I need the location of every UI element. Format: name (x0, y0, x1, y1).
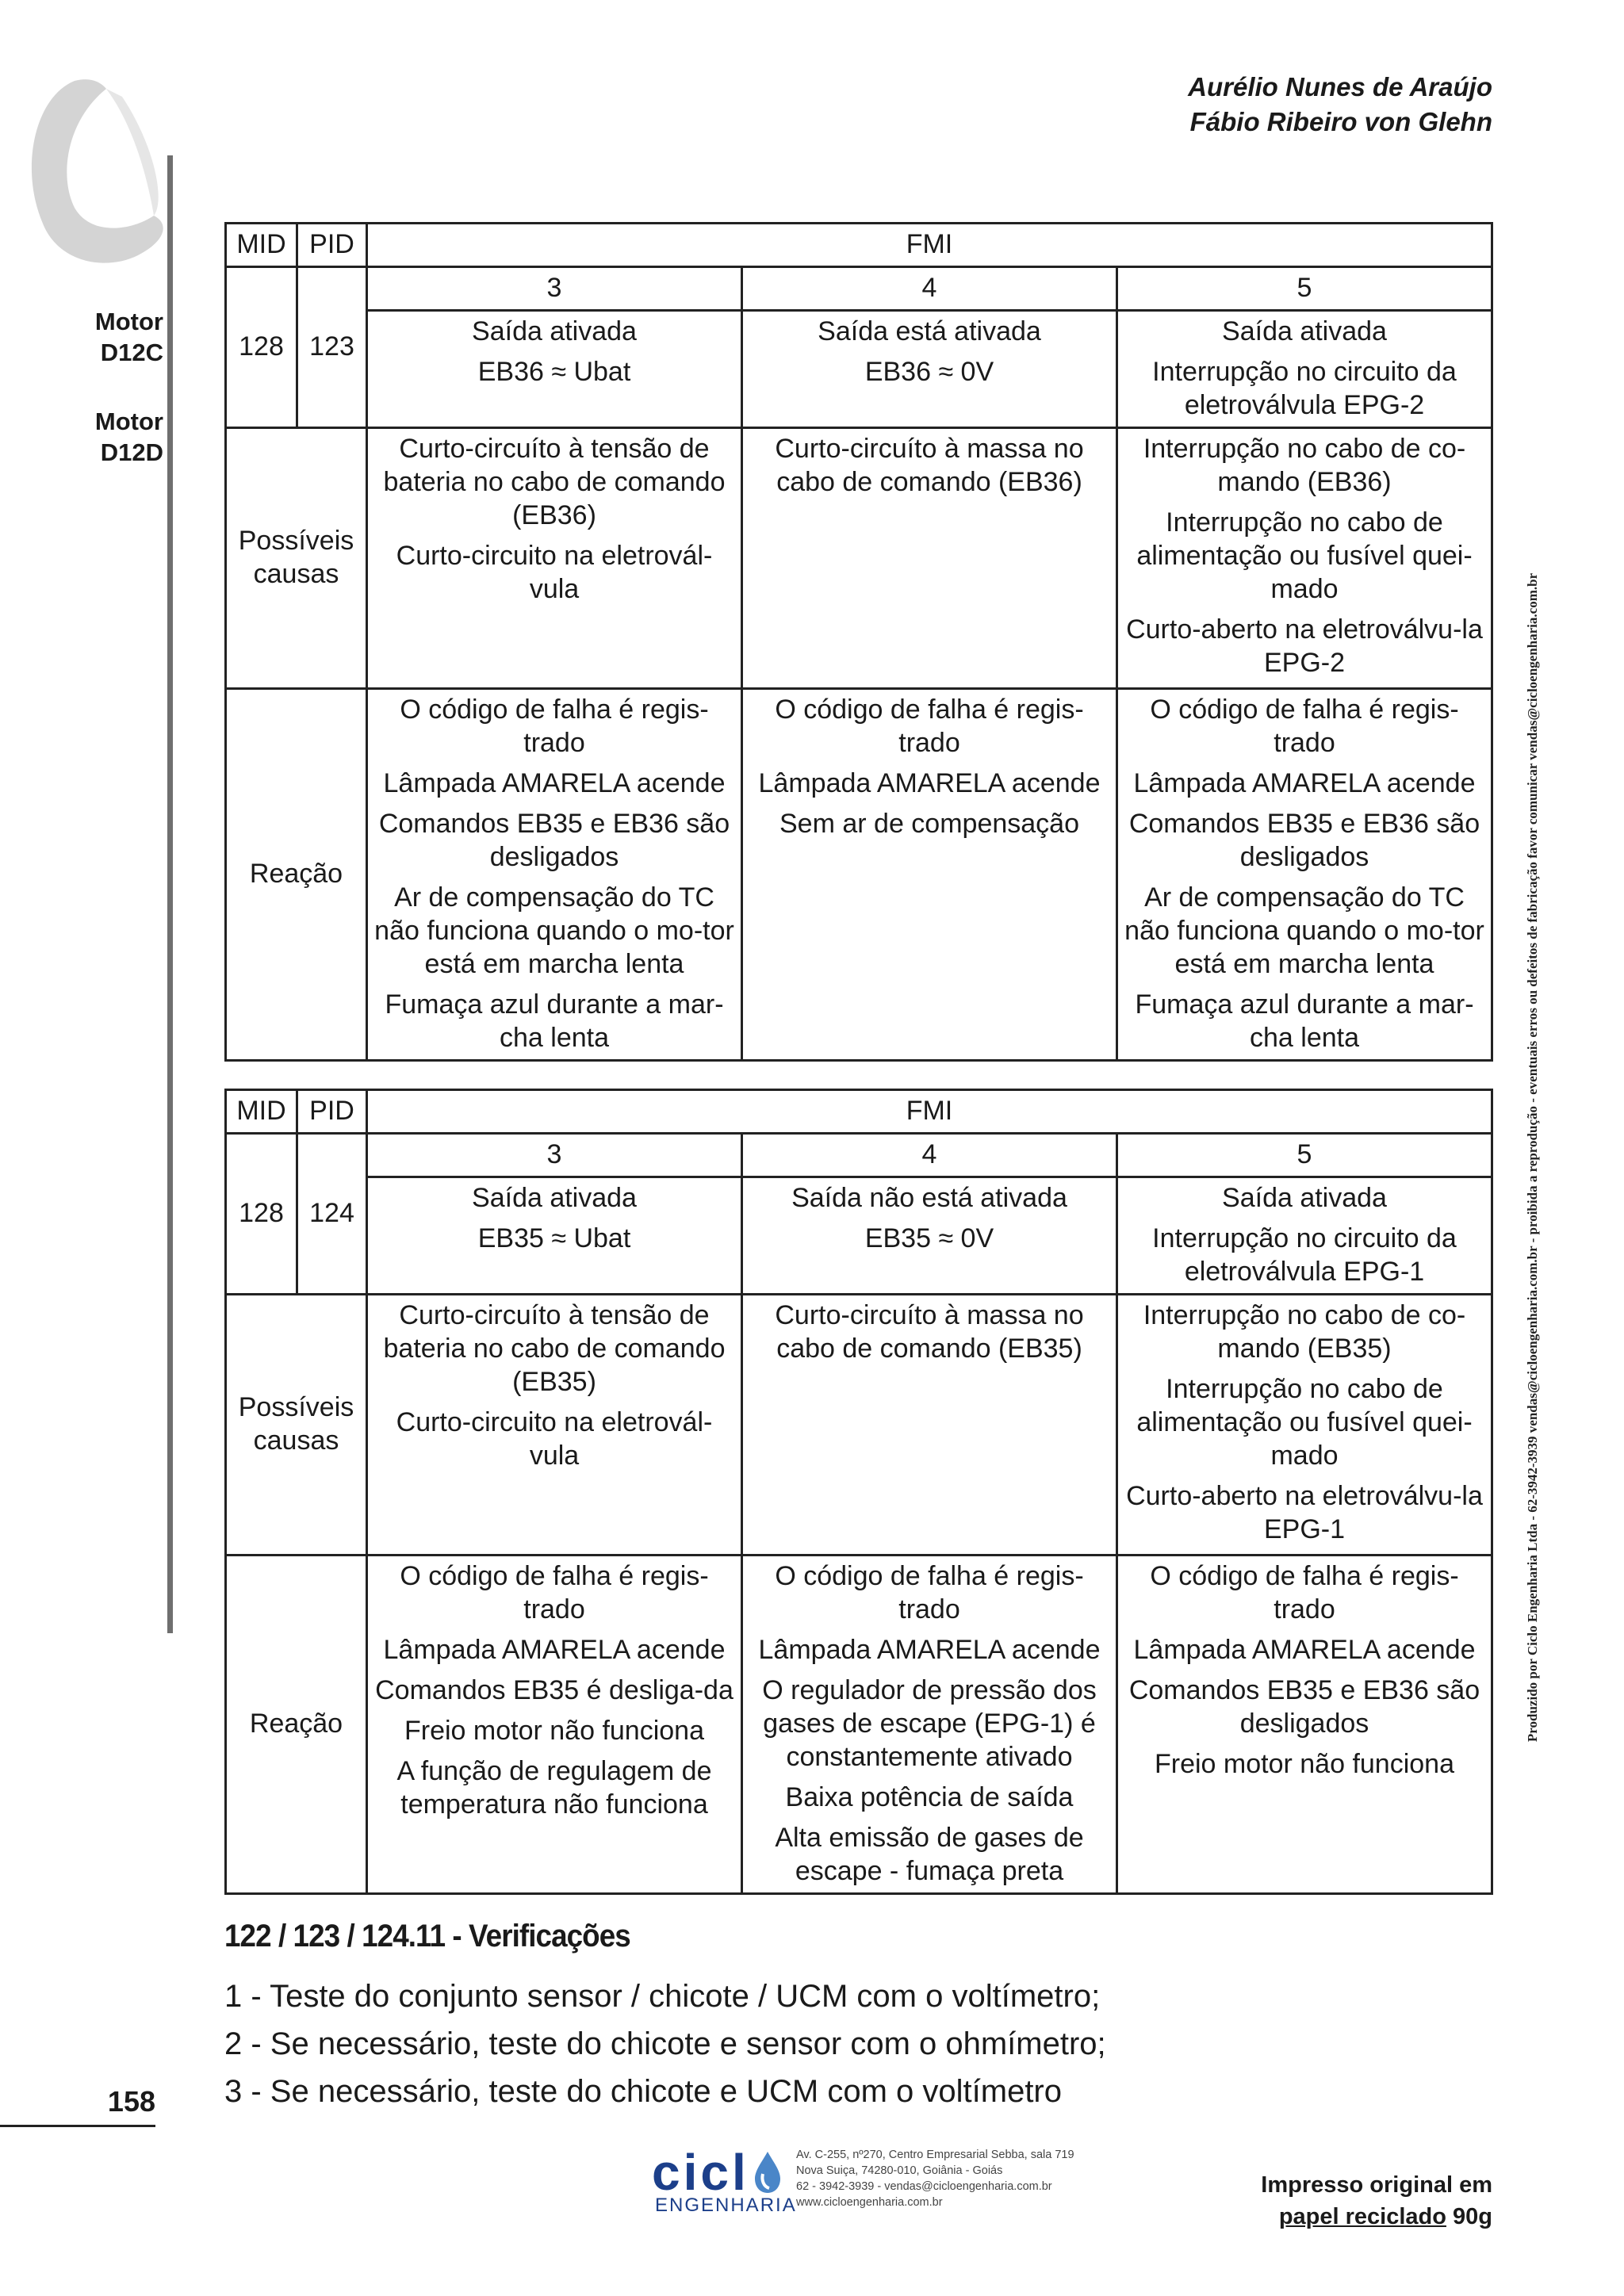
vertical-copyright-notice (1521, 555, 1545, 1760)
reaction-line: Ar de compensação do TC não funciona quando o mo-tor está em marcha lenta (374, 882, 734, 979)
paper-weight-text: 90g (1446, 2204, 1492, 2229)
fmi-column-header: 5 (1117, 1134, 1492, 1177)
cause-line: Curto-circuito na eletrovál-vula (396, 541, 713, 604)
reaction-line: Fumaça azul durante a mar-cha lenta (1135, 989, 1474, 1053)
side-accent-bar (167, 155, 173, 1633)
causes-row-label: Possíveis causas (226, 428, 367, 689)
reaction-line: Sem ar de compensação (779, 809, 1079, 839)
status-cell (367, 1177, 742, 1295)
status-line: Saída não está ativada (791, 1183, 1067, 1213)
cause-line: Curto-circuíto à tensão de bateria no cabo de comando (EB36) (383, 434, 726, 530)
reaction-line: Comandos EB35 e EB36 são desligados (1128, 1675, 1480, 1739)
fault-table-pid-123 (224, 222, 1493, 1062)
cause-line: Interrupção no cabo de co-mando (EB36) (1143, 434, 1466, 497)
authors-header (1188, 70, 1492, 140)
pid-value: 123 (297, 267, 367, 428)
printed-line: Impresso original em (1261, 2172, 1492, 2198)
reaction-line: O código de falha é regis-trado (400, 695, 709, 758)
verification-steps (224, 1973, 1106, 2115)
brand-swoosh-logo (19, 73, 178, 279)
reaction-cell (367, 689, 742, 1061)
reaction-row-label: Reação (226, 689, 367, 1061)
status-line: Saída ativada (472, 316, 637, 346)
causes-cell (742, 428, 1117, 689)
reaction-line: Freio motor não funciona (1155, 1749, 1454, 1779)
fmi-column-header: 3 (367, 1134, 742, 1177)
printed-line-2 (1261, 2201, 1492, 2233)
motor-label-d12d (5, 406, 163, 468)
reaction-line: O código de falha é regis-trado (400, 1561, 709, 1624)
address-line: 62 - 3942-3939 - vendas@cicloengenharia.com.br (796, 2180, 1052, 2193)
causes-cell (367, 428, 742, 689)
fmi-header: FMI (367, 224, 1492, 267)
reaction-line: Lâmpada AMARELA acende (758, 768, 1101, 798)
reaction-line: Baixa potência de saída (785, 1782, 1074, 1812)
status-cell (1117, 311, 1492, 428)
status-line: EB35 ≈ Ubat (477, 1223, 631, 1253)
cause-line: Interrupção no cabo de alimentação ou fusível quei-mado (1136, 1374, 1473, 1471)
reaction-cell (1117, 1556, 1492, 1894)
mid-header: MID (226, 224, 297, 267)
causes-cell (742, 1295, 1117, 1556)
status-cell (742, 311, 1117, 428)
fmi-column-header: 4 (742, 267, 1117, 311)
reaction-line: O código de falha é regis-trado (775, 695, 1084, 758)
status-line: Saída ativada (1222, 316, 1387, 346)
reaction-line: Lâmpada AMARELA acende (383, 1635, 726, 1665)
ciclo-logo-subtitle: ENGENHARIA (655, 2195, 797, 2216)
causes-cell (1117, 1295, 1492, 1556)
fmi-column-header: 4 (742, 1134, 1117, 1177)
recycled-paper-notice (1261, 2169, 1492, 2233)
mid-value: 128 (226, 267, 297, 428)
reaction-line: Lâmpada AMARELA acende (758, 1635, 1101, 1665)
status-cell (367, 311, 742, 428)
status-line: EB36 ≈ Ubat (477, 357, 631, 387)
reaction-line: O código de falha é regis-trado (1150, 695, 1459, 758)
motor-label-line: D12D (100, 438, 163, 466)
cause-line: Curto-circuíto à massa no cabo de comando (EB36) (775, 434, 1084, 497)
status-line: EB36 ≈ 0V (864, 357, 994, 387)
motor-label-line: D12C (100, 339, 163, 366)
mid-value: 128 (226, 1134, 297, 1295)
status-line: Saída está ativada (818, 316, 1041, 346)
recycled-paper-text: papel reciclado (1278, 2204, 1446, 2229)
reaction-line: Lâmpada AMARELA acende (1133, 1635, 1476, 1665)
mid-header: MID (226, 1090, 297, 1134)
page-number: 158 (0, 2085, 155, 2127)
status-cell (742, 1177, 1117, 1295)
cause-line: Curto-circuito na eletrovál-vula (396, 1407, 713, 1471)
reaction-row-label: Reação (226, 1556, 367, 1894)
status-line: Saída ativada (472, 1183, 637, 1213)
reaction-line: Fumaça azul durante a mar-cha lenta (385, 989, 724, 1053)
ciclo-logo-word: cicl (652, 2144, 749, 2201)
status-cell (1117, 1177, 1492, 1295)
cause-line: Interrupção no cabo de alimentação ou fusível quei-mado (1136, 507, 1473, 604)
fault-table-pid-124 (224, 1089, 1493, 1895)
vertical-notice-text: Produzido por Ciclo Engenharia Ltda - 62-3942-3939 vendas@cicloengenharia.com.br - proibida a reprodução - eventuais erros ou defeitos de fabricação favor comunicar vendas@cicloengenharia.com.br (1525, 572, 1540, 1743)
cause-line: Curto-aberto na eletroválvu-la EPG-1 (1126, 1481, 1483, 1544)
cause-line: Curto-circuíto à tensão de bateria no cabo de comando (EB35) (383, 1300, 726, 1397)
reaction-line: O regulador de pressão dos gases de escape (EPG-1) é constantemente ativado (762, 1675, 1097, 1772)
cause-line: Curto-circuíto à massa no cabo de comando (EB35) (775, 1300, 1084, 1364)
status-line: Interrupção no circuito da eletroválvula EPG-1 (1152, 1223, 1457, 1287)
reaction-line: Ar de compensação do TC não funciona quando o mo-tor está em marcha lenta (1124, 882, 1484, 979)
reaction-line: Comandos EB35 e EB36 são desligados (378, 809, 730, 872)
fmi-column-header: 5 (1117, 267, 1492, 311)
reaction-line: Alta emissão de gases de escape - fumaça preta (775, 1823, 1084, 1886)
verification-heading: 122 / 123 / 124.11 - Verificações (224, 1919, 630, 1954)
motor-label-line: Motor (94, 408, 163, 435)
pid-header: PID (297, 224, 367, 267)
water-drop-logo-icon (752, 2150, 783, 2195)
status-line: Interrupção no circuito da eletroválvula EPG-2 (1152, 357, 1457, 420)
fmi-column-header: 3 (367, 267, 742, 311)
reaction-line: O código de falha é regis-trado (775, 1561, 1084, 1624)
reaction-line: A função de regulagem de temperatura não funciona (396, 1756, 712, 1820)
reaction-line: Freio motor não funciona (404, 1716, 704, 1746)
company-address (796, 2147, 1074, 2210)
reaction-cell (367, 1556, 742, 1894)
reaction-line: O código de falha é regis-trado (1150, 1561, 1459, 1624)
address-line: Nova Suiça, 74280-010, Goiânia - Goiás (796, 2164, 1003, 2177)
reaction-line: Comandos EB35 é desliga-da (375, 1675, 733, 1705)
verification-step: 1 - Teste do conjunto sensor / chicote / UCM com o voltímetro; (224, 1979, 1101, 2014)
reaction-cell (742, 1556, 1117, 1894)
reaction-line: Lâmpada AMARELA acende (383, 768, 726, 798)
verification-step: 3 - Se necessário, teste do chicote e UCM com o voltímetro (224, 2074, 1062, 2109)
causes-row-label: Possíveis causas (226, 1295, 367, 1556)
pid-value: 124 (297, 1134, 367, 1295)
author-name: Fábio Ribeiro von Glehn (1189, 107, 1492, 136)
reaction-cell (1117, 689, 1492, 1061)
author-name: Aurélio Nunes de Araújo (1188, 72, 1492, 101)
reaction-line: Comandos EB35 e EB36 são desligados (1128, 809, 1480, 872)
cause-line: Curto-aberto na eletroválvu-la EPG-2 (1126, 614, 1483, 678)
reaction-cell (742, 689, 1117, 1061)
motor-label-line: Motor (94, 308, 163, 335)
status-line: EB35 ≈ 0V (864, 1223, 994, 1253)
cause-line: Interrupção no cabo de co-mando (EB35) (1143, 1300, 1466, 1364)
pid-header: PID (297, 1090, 367, 1134)
causes-cell (367, 1295, 742, 1556)
status-line: Saída ativada (1222, 1183, 1387, 1213)
fmi-header: FMI (367, 1090, 1492, 1134)
reaction-line: Lâmpada AMARELA acende (1133, 768, 1476, 798)
causes-cell (1117, 428, 1492, 689)
address-line: www.cicloengenharia.com.br (796, 2196, 943, 2209)
verification-step: 2 - Se necessário, teste do chicote e sensor com o ohmímetro; (224, 2026, 1106, 2061)
address-line: Av. C-255, nº270, Centro Empresarial Sebba, sala 719 (796, 2149, 1074, 2161)
motor-label-d12c (5, 306, 163, 368)
